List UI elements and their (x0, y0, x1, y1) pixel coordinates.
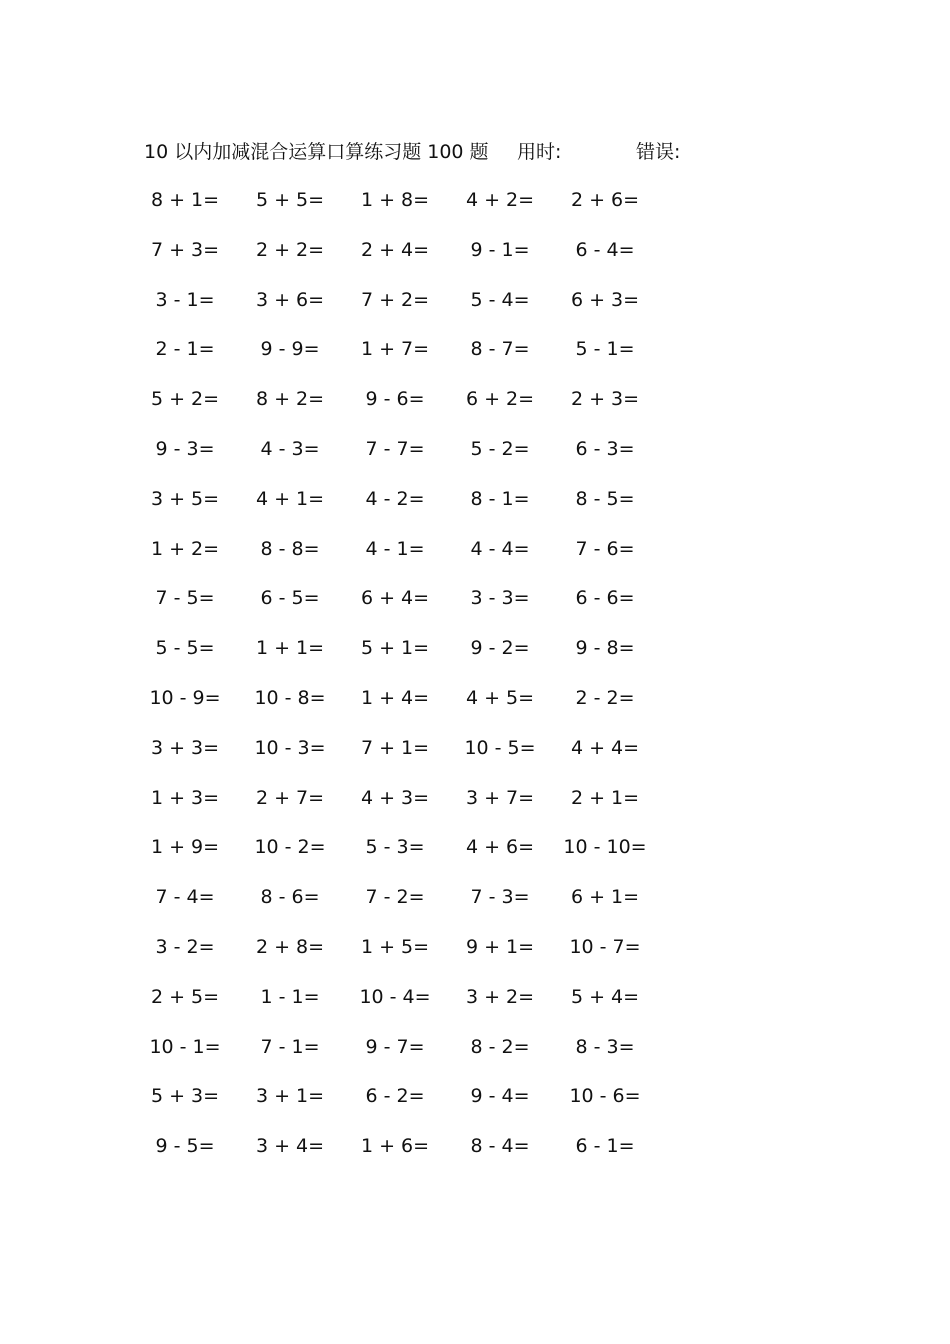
arithmetic-problem: 1 + 1= (255, 637, 325, 659)
arithmetic-problem: 2 + 6= (570, 189, 640, 211)
arithmetic-problem: 6 - 3= (575, 438, 635, 460)
arithmetic-problem: 9 - 7= (365, 1036, 425, 1058)
problem-row (145, 1032, 685, 1062)
arithmetic-problem: 10 - 8= (254, 687, 326, 709)
arithmetic-problem: 10 - 5= (464, 737, 536, 759)
arithmetic-problem: 4 + 1= (255, 488, 325, 510)
arithmetic-problem: 8 - 6= (260, 886, 320, 908)
arithmetic-problem: 1 + 4= (360, 687, 430, 709)
problem-row (145, 1081, 685, 1111)
arithmetic-problem: 1 + 7= (360, 338, 430, 360)
arithmetic-problem: 6 - 2= (365, 1085, 425, 1107)
arithmetic-problem: 9 + 1= (465, 936, 535, 958)
arithmetic-problem: 10 - 10= (563, 836, 647, 858)
arithmetic-problem: 3 - 2= (155, 936, 215, 958)
arithmetic-problem: 7 - 3= (470, 886, 530, 908)
arithmetic-problem: 8 - 8= (260, 538, 320, 560)
arithmetic-problem: 9 - 1= (470, 239, 530, 261)
problem-row (145, 185, 685, 215)
arithmetic-problem: 9 - 6= (365, 388, 425, 410)
arithmetic-problem: 3 + 4= (255, 1135, 325, 1157)
worksheet-title: 10 以内加减混合运算口算练习题 100 题 (144, 141, 489, 163)
arithmetic-problem: 7 + 2= (360, 289, 430, 311)
problem-row (145, 982, 685, 1012)
arithmetic-problem: 6 - 6= (575, 587, 635, 609)
arithmetic-problem: 3 + 7= (465, 787, 535, 809)
arithmetic-problem: 4 + 2= (465, 189, 535, 211)
arithmetic-problem: 3 + 1= (255, 1085, 325, 1107)
arithmetic-problem: 3 + 5= (150, 488, 220, 510)
arithmetic-problem: 1 - 1= (260, 986, 320, 1008)
arithmetic-problem: 7 - 2= (365, 886, 425, 908)
arithmetic-problem: 9 - 8= (575, 637, 635, 659)
arithmetic-problem: 2 + 8= (255, 936, 325, 958)
arithmetic-problem: 2 - 1= (155, 338, 215, 360)
arithmetic-problem: 1 + 9= (150, 836, 220, 858)
arithmetic-problem: 4 + 6= (465, 836, 535, 858)
arithmetic-problem: 2 + 7= (255, 787, 325, 809)
problem-row (145, 384, 685, 414)
arithmetic-problem: 5 - 3= (365, 836, 425, 858)
arithmetic-problem: 3 + 2= (465, 986, 535, 1008)
problem-grid (145, 185, 685, 1185)
arithmetic-problem: 10 - 4= (359, 986, 431, 1008)
arithmetic-problem: 1 + 8= (360, 189, 430, 211)
arithmetic-problem: 2 + 2= (255, 239, 325, 261)
arithmetic-problem: 7 - 1= (260, 1036, 320, 1058)
problem-row (145, 683, 685, 713)
problem-row (145, 1131, 685, 1161)
arithmetic-problem: 5 - 2= (470, 438, 530, 460)
arithmetic-problem: 2 + 1= (570, 787, 640, 809)
arithmetic-problem: 3 - 1= (155, 289, 215, 311)
arithmetic-problem: 4 - 2= (365, 488, 425, 510)
arithmetic-problem: 6 + 2= (465, 388, 535, 410)
arithmetic-problem: 5 - 5= (155, 637, 215, 659)
arithmetic-problem: 5 - 4= (470, 289, 530, 311)
arithmetic-problem: 3 + 3= (150, 737, 220, 759)
worksheet-header (144, 137, 864, 165)
arithmetic-problem: 4 - 1= (365, 538, 425, 560)
arithmetic-problem: 6 - 5= (260, 587, 320, 609)
arithmetic-problem: 7 + 1= (360, 737, 430, 759)
arithmetic-problem: 5 - 1= (575, 338, 635, 360)
arithmetic-problem: 8 - 7= (470, 338, 530, 360)
arithmetic-problem: 1 + 3= (150, 787, 220, 809)
problem-row (145, 783, 685, 813)
arithmetic-problem: 8 + 1= (150, 189, 220, 211)
arithmetic-problem: 6 - 1= (575, 1135, 635, 1157)
arithmetic-problem: 9 - 5= (155, 1135, 215, 1157)
arithmetic-problem: 8 + 2= (255, 388, 325, 410)
problem-row (145, 733, 685, 763)
arithmetic-problem: 7 - 7= (365, 438, 425, 460)
arithmetic-problem: 10 - 9= (149, 687, 221, 709)
arithmetic-problem: 3 - 3= (470, 587, 530, 609)
arithmetic-problem: 7 - 4= (155, 886, 215, 908)
problem-row (145, 932, 685, 962)
arithmetic-problem: 10 - 2= (254, 836, 326, 858)
arithmetic-problem: 1 + 5= (360, 936, 430, 958)
problem-row (145, 434, 685, 464)
arithmetic-problem: 10 - 3= (254, 737, 326, 759)
problem-row (145, 633, 685, 663)
arithmetic-problem: 8 - 3= (575, 1036, 635, 1058)
arithmetic-problem: 5 + 1= (360, 637, 430, 659)
arithmetic-problem: 10 - 6= (569, 1085, 641, 1107)
arithmetic-problem: 3 + 6= (255, 289, 325, 311)
arithmetic-problem: 8 - 2= (470, 1036, 530, 1058)
problem-row (145, 882, 685, 912)
arithmetic-problem: 4 + 4= (570, 737, 640, 759)
arithmetic-problem: 5 + 5= (255, 189, 325, 211)
arithmetic-problem: 7 + 3= (150, 239, 220, 261)
arithmetic-problem: 2 + 4= (360, 239, 430, 261)
arithmetic-problem: 4 + 3= (360, 787, 430, 809)
problem-row (145, 235, 685, 265)
time-label: 用时: (517, 141, 562, 163)
problem-row (145, 583, 685, 613)
arithmetic-problem: 6 + 1= (570, 886, 640, 908)
problem-row (145, 832, 685, 862)
arithmetic-problem: 7 - 6= (575, 538, 635, 560)
arithmetic-problem: 5 + 2= (150, 388, 220, 410)
problem-row (145, 484, 685, 514)
arithmetic-problem: 4 - 4= (470, 538, 530, 560)
arithmetic-problem: 8 - 1= (470, 488, 530, 510)
arithmetic-problem: 10 - 7= (569, 936, 641, 958)
arithmetic-problem: 1 + 6= (360, 1135, 430, 1157)
problem-row (145, 334, 685, 364)
arithmetic-problem: 4 - 3= (260, 438, 320, 460)
arithmetic-problem: 9 - 9= (260, 338, 320, 360)
problem-row (145, 534, 685, 564)
arithmetic-problem: 5 + 4= (570, 986, 640, 1008)
arithmetic-problem: 9 - 4= (470, 1085, 530, 1107)
arithmetic-problem: 8 - 5= (575, 488, 635, 510)
arithmetic-problem: 6 - 4= (575, 239, 635, 261)
arithmetic-problem: 9 - 3= (155, 438, 215, 460)
arithmetic-problem: 8 - 4= (470, 1135, 530, 1157)
arithmetic-problem: 5 + 3= (150, 1085, 220, 1107)
arithmetic-problem: 2 + 5= (150, 986, 220, 1008)
arithmetic-problem: 6 + 3= (570, 289, 640, 311)
arithmetic-problem: 6 + 4= (360, 587, 430, 609)
problem-row (145, 285, 685, 315)
arithmetic-problem: 1 + 2= (150, 538, 220, 560)
arithmetic-problem: 2 + 3= (570, 388, 640, 410)
arithmetic-problem: 2 - 2= (575, 687, 635, 709)
error-label: 错误: (636, 141, 681, 163)
arithmetic-problem: 10 - 1= (149, 1036, 221, 1058)
arithmetic-problem: 4 + 5= (465, 687, 535, 709)
arithmetic-problem: 9 - 2= (470, 637, 530, 659)
arithmetic-problem: 7 - 5= (155, 587, 215, 609)
